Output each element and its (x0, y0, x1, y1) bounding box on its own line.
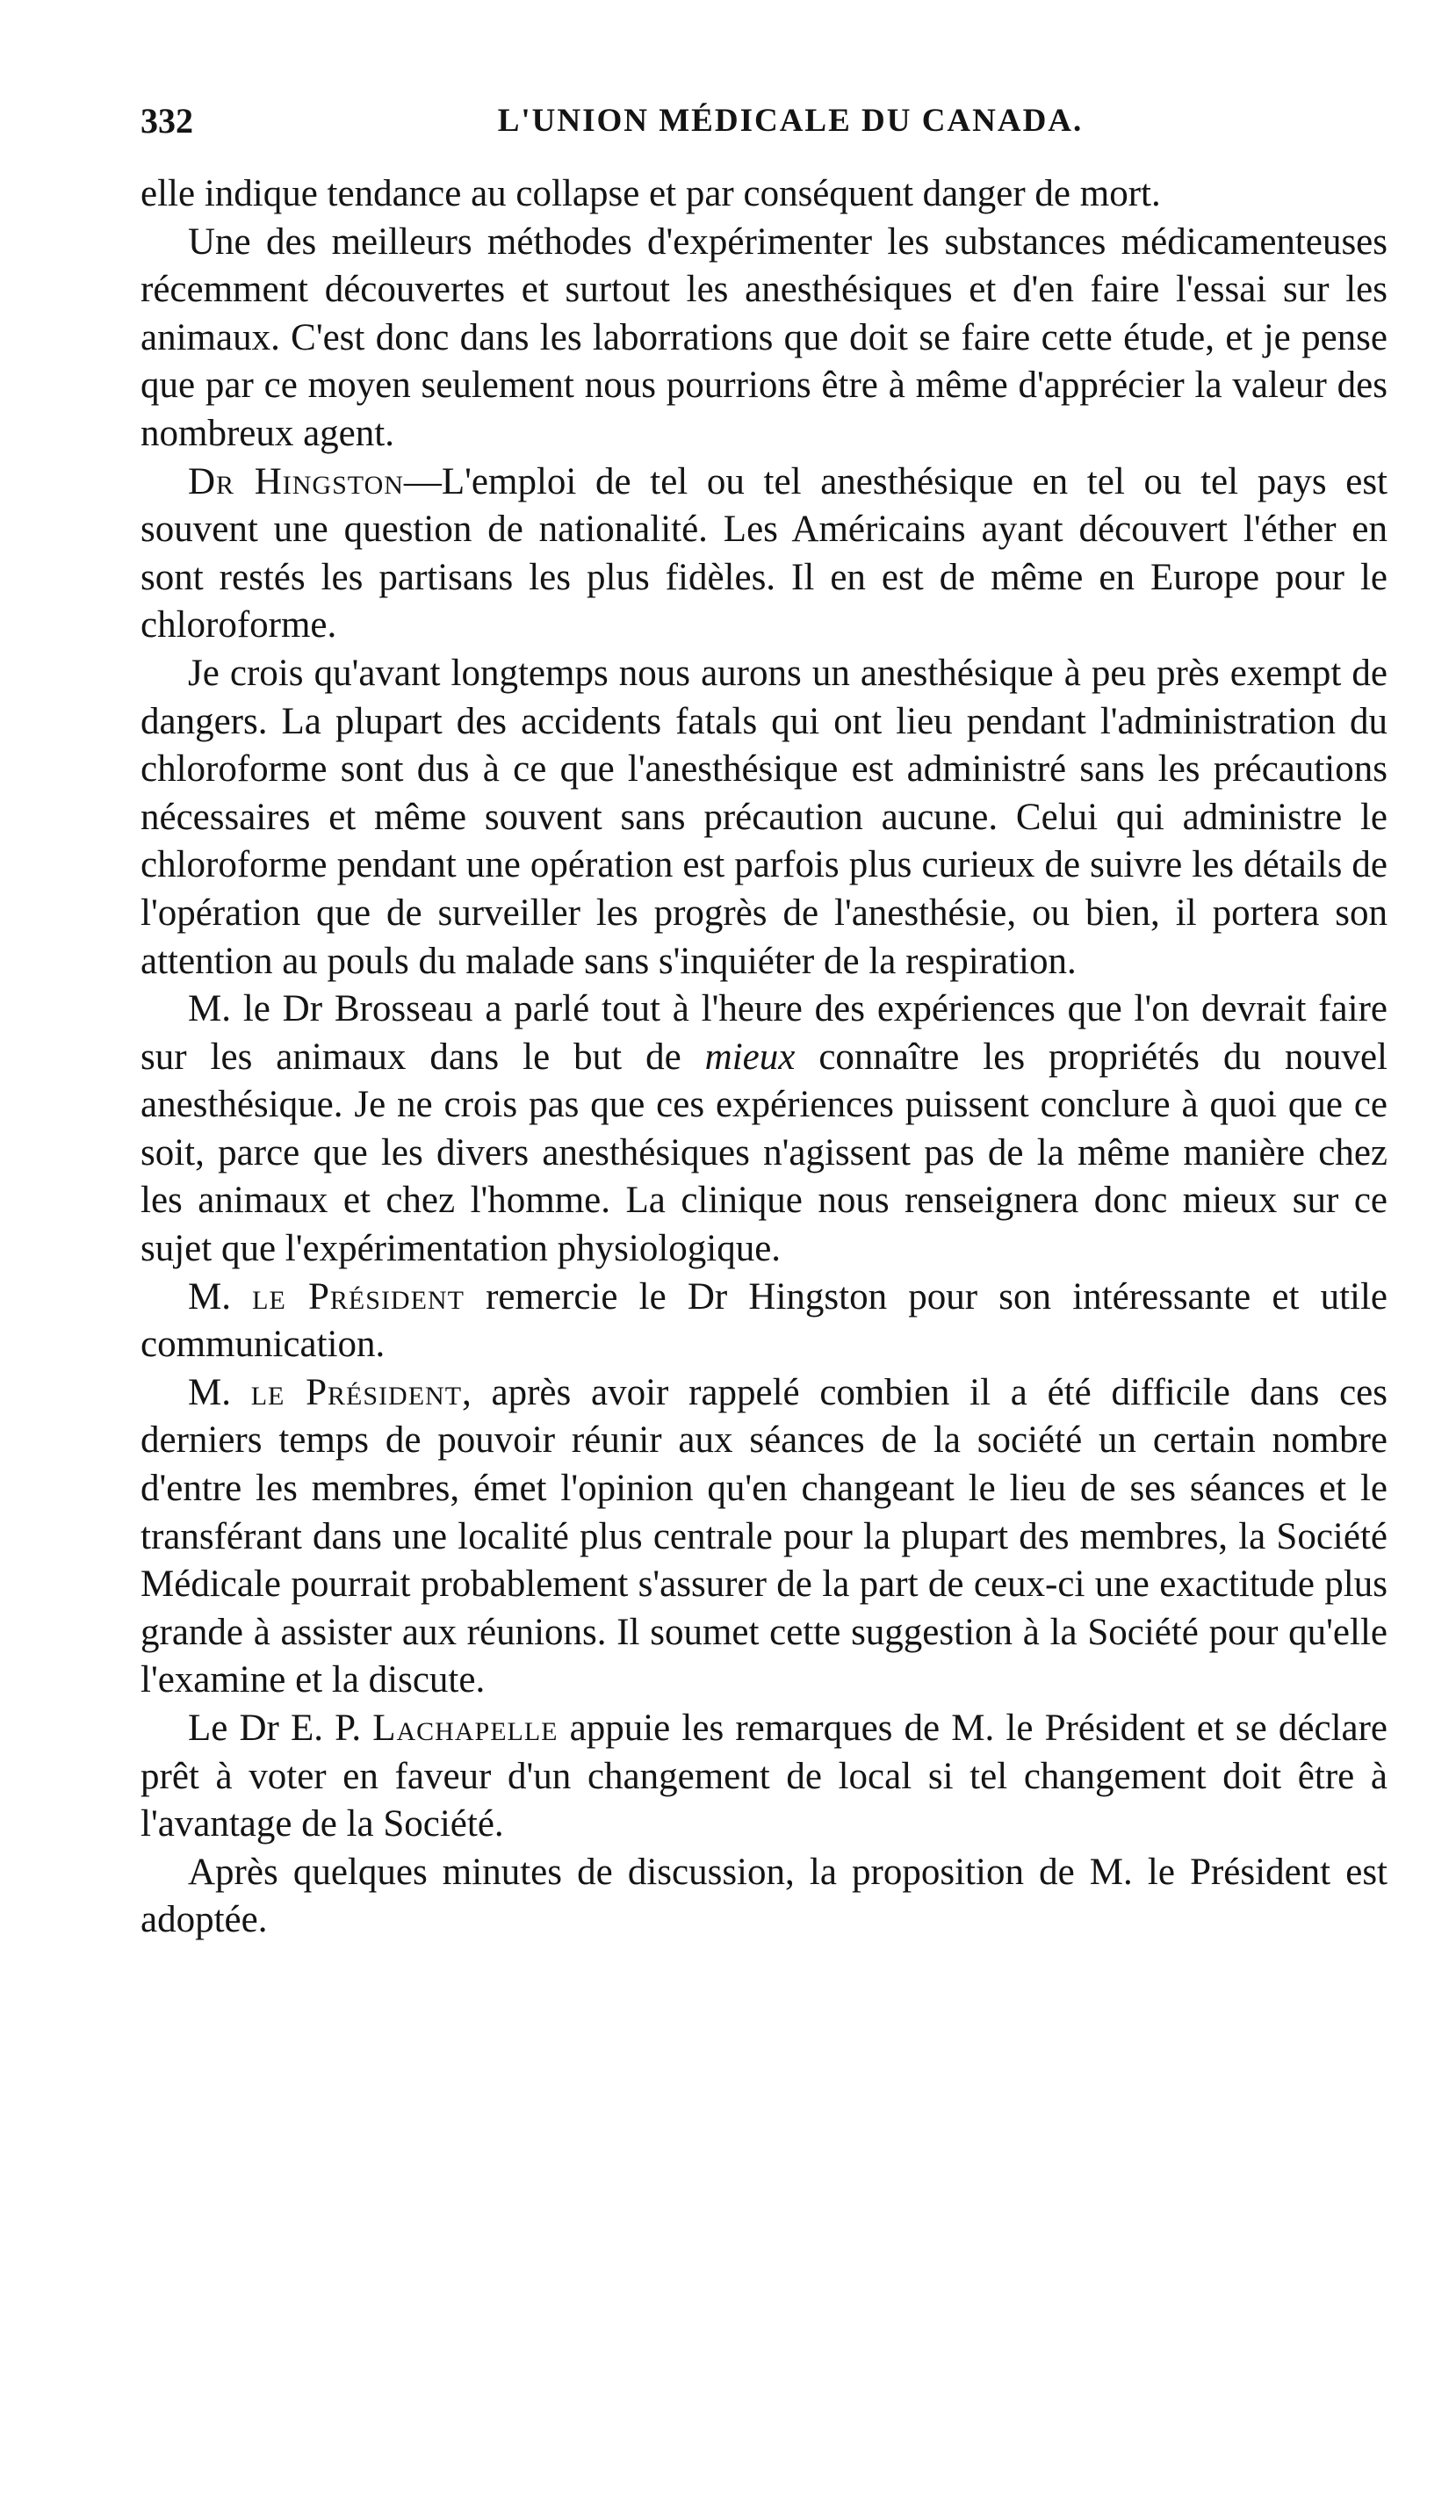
speaker-prefix: Le Dr E. P. (188, 1708, 373, 1749)
speaker-prefix: M. (188, 1275, 253, 1318)
paragraph-text: Une des meilleurs méthodes d'expérimenter les substances médicamenteuses récemment découvertes et surtout les anesthésiques et d'en faire l'essai sur les animaux. C'est donc dans les laborrations que doit se faire cette étude, et je pense que par ce moyen seulement nous pourrions être à même d'apprécier la valeur des nombreux agent. (141, 220, 1388, 454)
paragraph-continued (141, 170, 1388, 219)
paragraph-text: remercie le Dr Hingston pour son intéressante et utile communication. (141, 1275, 1388, 1366)
paragraph-speaker (141, 1369, 1388, 1705)
paragraph-text: —L'emploi de tel ou tel anesthésique en tel ou tel pays est souvent une question de nationalité. Les Américains ayant découvert l'éther en sont restés les partisans les plus fidèles. Il en est de même en Europe pour le chloroforme. (141, 460, 1388, 646)
paragraph-text: elle indique tendance au collapse et par conséquent danger de mort. (141, 173, 1161, 214)
paragraph (141, 986, 1388, 1274)
page-number: 332 (141, 101, 193, 141)
paragraph-text: Je crois qu'avant longtemps nous aurons un anesthésique à peu près exempt de dangers. La plupart des accidents fatals qui ont lieu pendant l'administration du chloroforme sont dus à ce que l'anesthésique est administré sans les précautions nécessaires et même souvent sans précaution aucune. Celui qui administre le chloroforme pendant une opération est parfois plus curieux de suivre les détails de l'opération que de surveiller les progrès de l'anesthésie, ou bien, il portera son attention au pouls du malade sans s'inquiéter de la respiration. (141, 652, 1388, 982)
body-text (141, 170, 1388, 1945)
speaker-name: Lachapelle (372, 1708, 559, 1749)
paragraph (141, 650, 1388, 986)
paragraph-text: Après quelques minutes de discussion, la proposition de M. le Président est adoptée. (141, 1851, 1388, 1941)
speaker-name: le Président (250, 1371, 463, 1413)
paragraph (141, 1849, 1388, 1945)
running-head (141, 98, 1388, 144)
paragraph-text: appuie les remarques de M. le Président et se déclare prêt à voter en faveur d'un changement de local si tel changement doit être à l'avantage de la Société. (141, 1708, 1388, 1845)
journal-title: L'UNION MÉDICALE DU CANADA. (497, 103, 1084, 139)
speaker-name: le Président (252, 1275, 465, 1318)
paragraph-text: connaître les propriétés du nouvel anesthésique. Je ne crois pas que ces expériences puissent conclure à quoi que ce soit, parce que les divers anesthésiques n'agissent pas de la même manière chez les animaux et chez l'homme. La clinique nous renseignera donc mieux sur ce sujet que l'expérimentation physiologique. (141, 1036, 1388, 1270)
page (141, 98, 1388, 1945)
emphasized-word: mieux (704, 1036, 796, 1078)
paragraph-speaker (141, 459, 1388, 650)
paragraph-speaker (141, 1274, 1388, 1369)
speaker-prefix: M. (188, 1371, 251, 1413)
paragraph (141, 219, 1388, 459)
paragraph-text: , après avoir rappelé combien il a été difficile dans ces derniers temps de pouvoir réunir aux séances de la société un certain nombre d'entre les membres, émet l'opinion qu'en changeant le lieu de ses séances et le transférant dans une localité plus centrale pour la plupart des membres, la Société Médicale pourrait probablement s'assurer de la part de ceux-ci une exactitude plus grande à assister aux réunions. Il soumet cette suggestion à la Société pour qu'elle l'examine et la discute. (141, 1371, 1388, 1701)
paragraph-text: M. le Dr Brosseau a parlé tout à l'heure des expériences que l'on devrait faire sur les animaux dans le but de (141, 988, 1388, 1078)
speaker-name: Dr Hingston (188, 460, 404, 502)
paragraph-speaker (141, 1705, 1388, 1849)
